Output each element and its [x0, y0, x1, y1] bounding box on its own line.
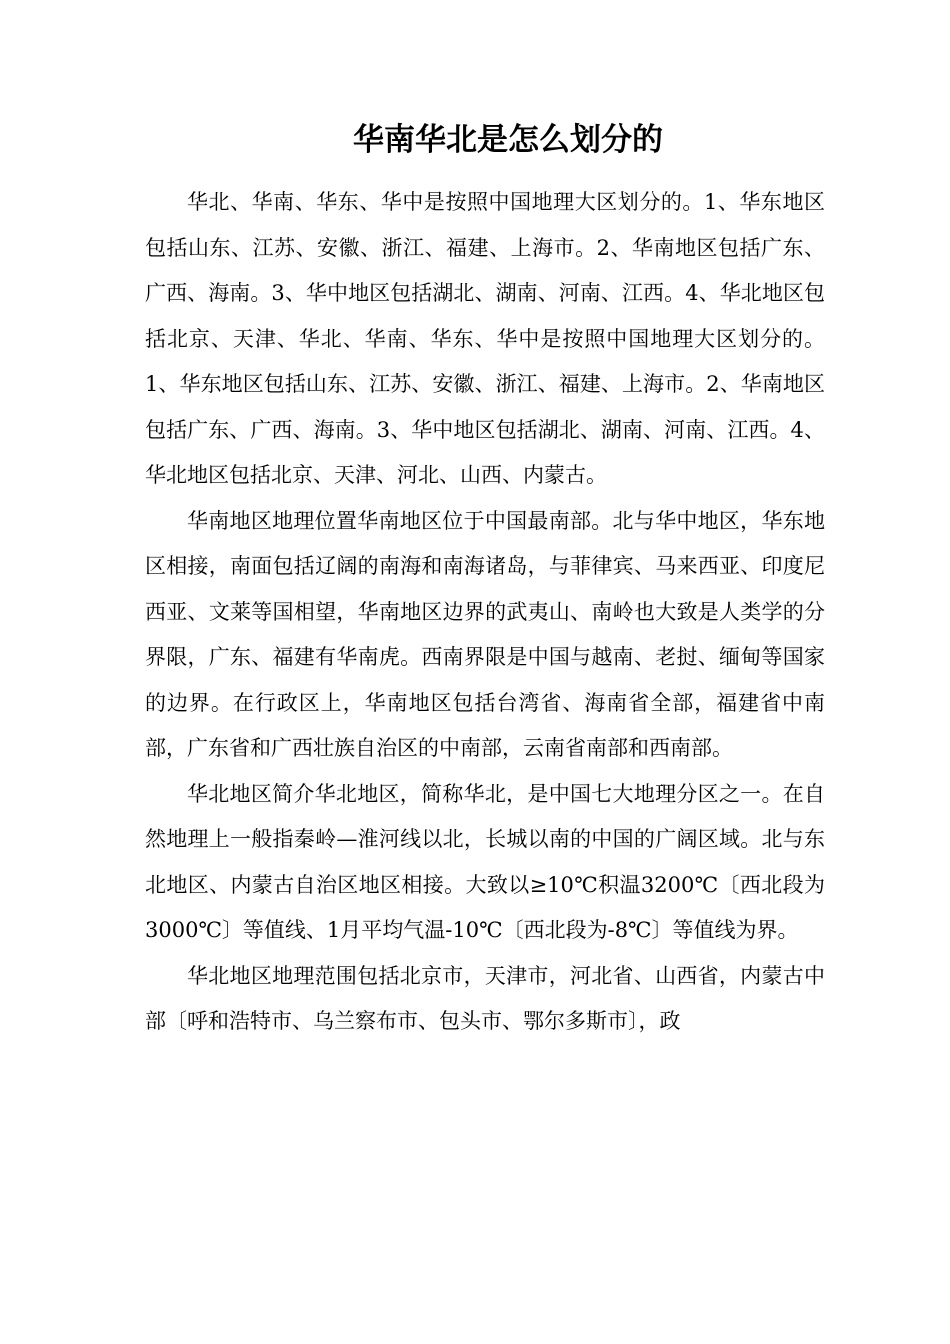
document-body — [145, 180, 825, 1045]
paragraph-regions: 华北、华南、华东、华中是按照中国地理大区划分的。1、华东地区包括山东、江苏、安徽、浙江、福建、上海市。2、华南地区包括广东、广西、海南。3、华中地区包括湖北、湖南、河南、江西。4、华北地区包括北京、天津、华北、华南、华东、华中是按照中国地理大区划分的。1、华东地区包括山东、江苏、安徽、浙江、福建、上海市。2、华南地区包括广东、广西、海南。3、华中地区包括湖北、湖南、河南、江西。4、华北地区包括北京、天津、河北、山西、内蒙古。 — [145, 190, 825, 487]
paragraph-south-china: 华南地区地理位置华南地区位于中国最南部。北与华中地区，华东地区相接，南面包括辽阔的南海和南海诸岛，与菲律宾、马来西亚、印度尼西亚、文莱等国相望，华南地区边界的武夷山、南岭也大致是人类学的分界限，广东、福建有华南虎。西南界限是中国与越南、老挝、缅甸等国家的边界。在行政区上，华南地区包括台湾省、海南省全部，福建省中南部，广东省和广西壮族自治区的中南部，云南省南部和西南部。 — [145, 508, 825, 760]
paragraph-north-china-intro: 华北地区简介华北地区，简称华北，是中国七大地理分区之一。在自然地理上一般指秦岭—淮河线以北，长城以南的中国的广阔区域。北与东北地区、内蒙古自治区地区相接。大致以≥10℃积温3200℃〔西北段为3000℃〕等值线、1月平均气温-10℃〔西北段为-8℃〕等值线为界。 — [145, 781, 825, 942]
paragraph-north-china-scope: 华北地区地理范围包括北京市，天津市，河北省、山西省，内蒙古中部〔呼和浩特市、乌兰察布市、包头市、鄂尔多斯市〕，政 — [145, 963, 825, 1033]
page-title: 华南华北是怎么划分的 — [353, 122, 663, 158]
